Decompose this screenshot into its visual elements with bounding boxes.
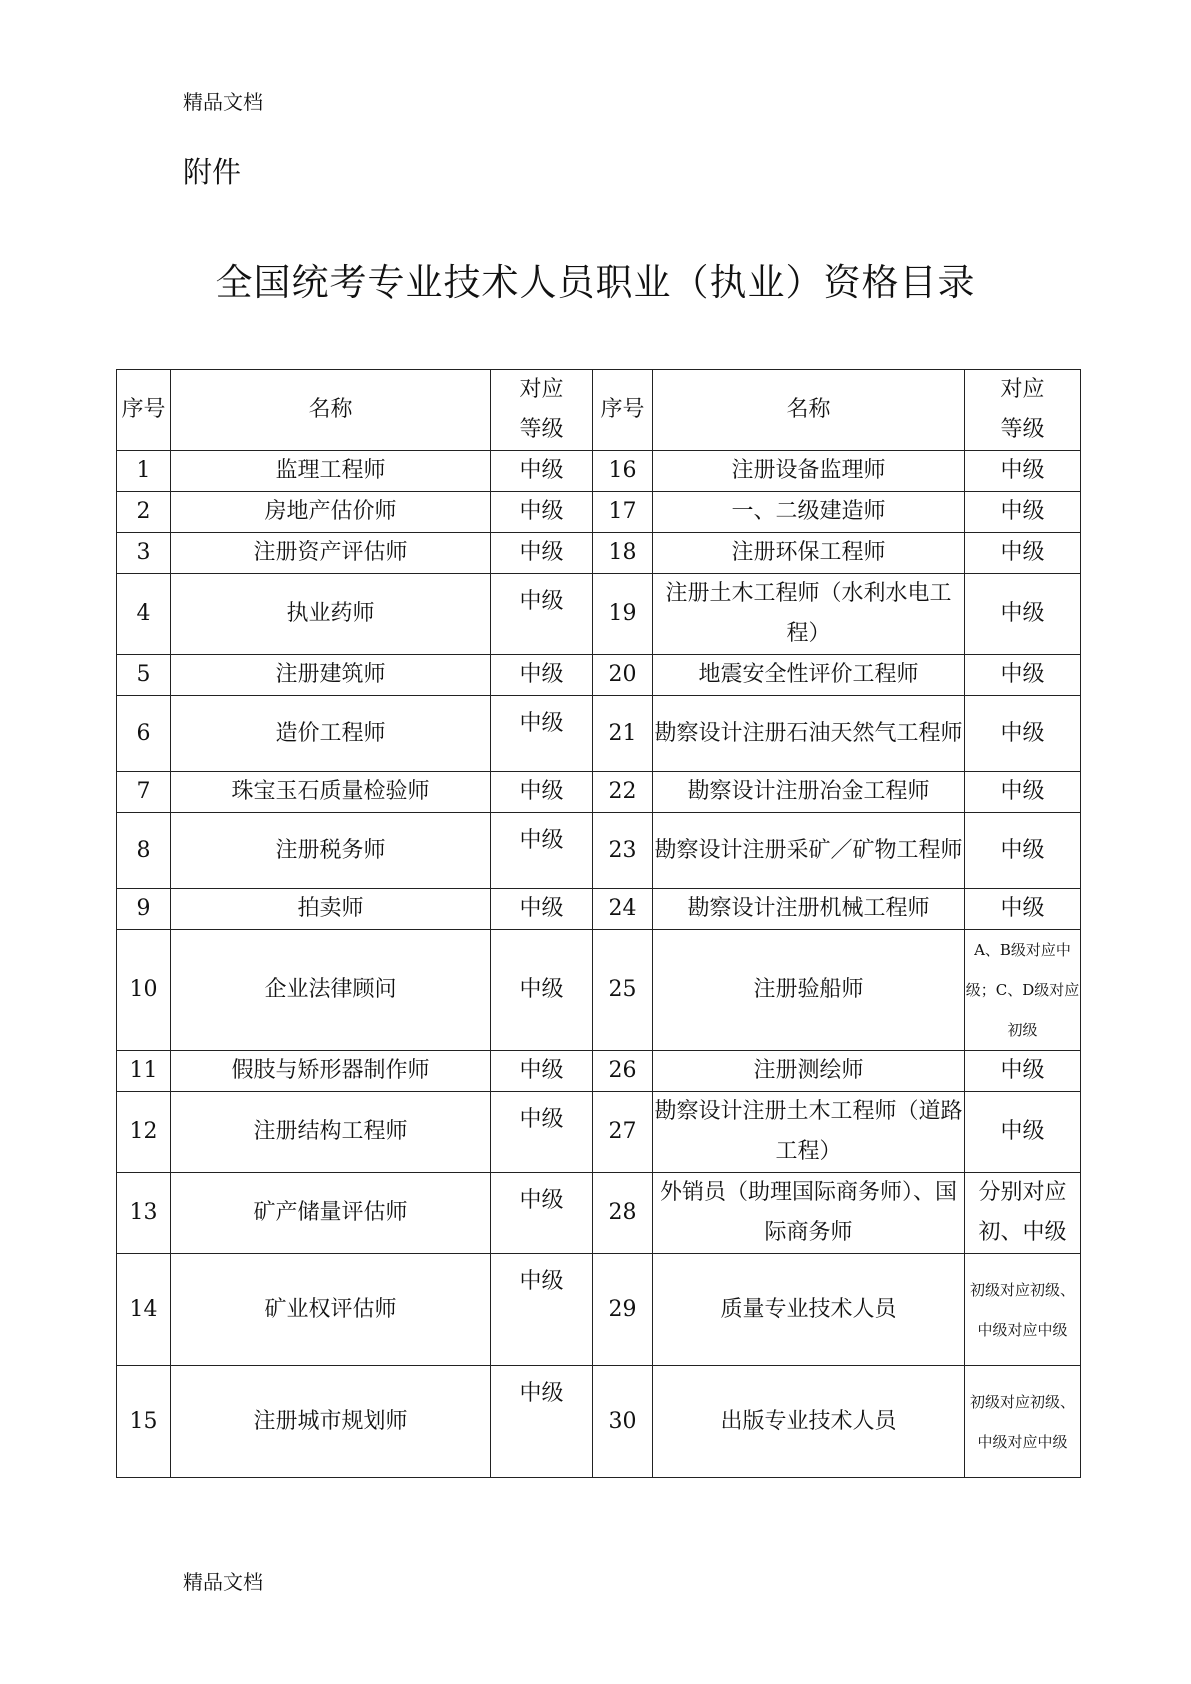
table-row [117, 1173, 1081, 1254]
left-grade-cell: 中级 [491, 813, 593, 889]
right-index-cell: 28 [593, 1173, 653, 1254]
left-grade-cell: 中级 [491, 930, 593, 1051]
left-name-cell: 注册税务师 [171, 813, 491, 889]
page-footer: 精品文档 [183, 1570, 263, 1594]
right-index-cell: 18 [593, 533, 653, 574]
left-name-cell: 假肢与矫形器制作师 [171, 1051, 491, 1092]
right-name-cell: 出版专业技术人员 [653, 1366, 965, 1478]
left-grade-cell: 中级 [491, 533, 593, 574]
left-grade-cell: 中级 [491, 1173, 593, 1254]
table-row [117, 772, 1081, 813]
header-grade: 对应 等级 [491, 370, 593, 451]
right-index-cell: 24 [593, 889, 653, 930]
left-index-cell: 8 [117, 813, 171, 889]
right-name-cell: 注册环保工程师 [653, 533, 965, 574]
table-row [117, 696, 1081, 772]
right-index-cell: 27 [593, 1092, 653, 1173]
right-index-cell: 25 [593, 930, 653, 1051]
header-index: 序号 [117, 370, 171, 451]
left-index-cell: 9 [117, 889, 171, 930]
header-name: 名称 [653, 370, 965, 451]
right-grade-cell: 中级 [965, 1092, 1081, 1173]
right-index-cell: 20 [593, 655, 653, 696]
left-index-cell: 3 [117, 533, 171, 574]
table-row [117, 889, 1081, 930]
right-name-cell: 勘察设计注册冶金工程师 [653, 772, 965, 813]
left-name-cell: 执业药师 [171, 574, 491, 655]
right-grade-cell: 中级 [965, 533, 1081, 574]
right-index-cell: 30 [593, 1366, 653, 1478]
left-grade-cell: 中级 [491, 1092, 593, 1173]
left-index-cell: 13 [117, 1173, 171, 1254]
left-index-cell: 2 [117, 492, 171, 533]
right-name-cell: 勘察设计注册机械工程师 [653, 889, 965, 930]
left-grade-cell: 中级 [491, 655, 593, 696]
right-index-cell: 26 [593, 1051, 653, 1092]
left-name-cell: 矿业权评估师 [171, 1254, 491, 1366]
table-row [117, 492, 1081, 533]
left-index-cell: 7 [117, 772, 171, 813]
annex-label: 附件 [183, 155, 242, 189]
left-grade-cell: 中级 [491, 1366, 593, 1478]
table-row [117, 1092, 1081, 1173]
left-grade-cell: 中级 [491, 1051, 593, 1092]
qualification-catalog-table [116, 369, 1081, 1478]
left-grade-cell: 中级 [491, 492, 593, 533]
right-grade-cell: 初级对应初级、中级对应中级 [965, 1366, 1081, 1478]
left-index-cell: 14 [117, 1254, 171, 1366]
right-name-cell: 外销员（助理国际商务师）、国际商务师 [653, 1173, 965, 1254]
table-row [117, 451, 1081, 492]
right-name-cell: 一、二级建造师 [653, 492, 965, 533]
table-row [117, 533, 1081, 574]
left-name-cell: 注册结构工程师 [171, 1092, 491, 1173]
left-index-cell: 12 [117, 1092, 171, 1173]
right-grade-cell: 中级 [965, 813, 1081, 889]
table-row [117, 655, 1081, 696]
right-grade-cell: 初级对应初级、中级对应中级 [965, 1254, 1081, 1366]
right-index-cell: 16 [593, 451, 653, 492]
left-index-cell: 1 [117, 451, 171, 492]
right-grade-cell: 中级 [965, 889, 1081, 930]
table-row [117, 1254, 1081, 1366]
left-name-cell: 矿产储量评估师 [171, 1173, 491, 1254]
right-grade-cell: 中级 [965, 574, 1081, 655]
table-row [117, 813, 1081, 889]
header-index: 序号 [593, 370, 653, 451]
table-row [117, 1051, 1081, 1092]
right-name-cell: 注册土木工程师（水利水电工程） [653, 574, 965, 655]
document-title: 全国统考专业技术人员职业（执业）资格目录 [215, 261, 976, 304]
left-grade-cell: 中级 [491, 1254, 593, 1366]
left-grade-cell: 中级 [491, 574, 593, 655]
right-name-cell: 注册测绘师 [653, 1051, 965, 1092]
left-grade-cell: 中级 [491, 772, 593, 813]
right-index-cell: 21 [593, 696, 653, 772]
left-name-cell: 注册资产评估师 [171, 533, 491, 574]
right-name-cell: 勘察设计注册采矿／矿物工程师 [653, 813, 965, 889]
left-name-cell: 注册城市规划师 [171, 1366, 491, 1478]
right-name-cell: 勘察设计注册土木工程师（道路工程） [653, 1092, 965, 1173]
table-row [117, 930, 1081, 1051]
left-index-cell: 5 [117, 655, 171, 696]
right-grade-cell: 中级 [965, 492, 1081, 533]
right-grade-cell: 中级 [965, 1051, 1081, 1092]
right-index-cell: 22 [593, 772, 653, 813]
right-grade-cell: 中级 [965, 451, 1081, 492]
table-header-row [117, 370, 1081, 451]
left-index-cell: 4 [117, 574, 171, 655]
right-name-cell: 质量专业技术人员 [653, 1254, 965, 1366]
left-name-cell: 拍卖师 [171, 889, 491, 930]
right-name-cell: 地震安全性评价工程师 [653, 655, 965, 696]
left-name-cell: 注册建筑师 [171, 655, 491, 696]
right-grade-cell: A、B级对应中级；C、D级对应初级 [965, 930, 1081, 1051]
page-header: 精品文档 [183, 90, 263, 114]
header-name: 名称 [171, 370, 491, 451]
table-row [117, 1366, 1081, 1478]
right-grade-cell: 中级 [965, 655, 1081, 696]
left-name-cell: 造价工程师 [171, 696, 491, 772]
left-index-cell: 6 [117, 696, 171, 772]
right-index-cell: 23 [593, 813, 653, 889]
header-grade: 对应 等级 [965, 370, 1081, 451]
left-name-cell: 房地产估价师 [171, 492, 491, 533]
left-name-cell: 珠宝玉石质量检验师 [171, 772, 491, 813]
left-name-cell: 企业法律顾问 [171, 930, 491, 1051]
right-grade-cell: 分别对应初、中级 [965, 1173, 1081, 1254]
left-grade-cell: 中级 [491, 451, 593, 492]
left-grade-cell: 中级 [491, 889, 593, 930]
left-index-cell: 15 [117, 1366, 171, 1478]
right-index-cell: 29 [593, 1254, 653, 1366]
right-name-cell: 注册设备监理师 [653, 451, 965, 492]
right-grade-cell: 中级 [965, 772, 1081, 813]
right-name-cell: 注册验船师 [653, 930, 965, 1051]
left-name-cell: 监理工程师 [171, 451, 491, 492]
table-row [117, 574, 1081, 655]
right-index-cell: 19 [593, 574, 653, 655]
right-name-cell: 勘察设计注册石油天然气工程师 [653, 696, 965, 772]
left-grade-cell: 中级 [491, 696, 593, 772]
right-grade-cell: 中级 [965, 696, 1081, 772]
left-index-cell: 11 [117, 1051, 171, 1092]
right-index-cell: 17 [593, 492, 653, 533]
left-index-cell: 10 [117, 930, 171, 1051]
